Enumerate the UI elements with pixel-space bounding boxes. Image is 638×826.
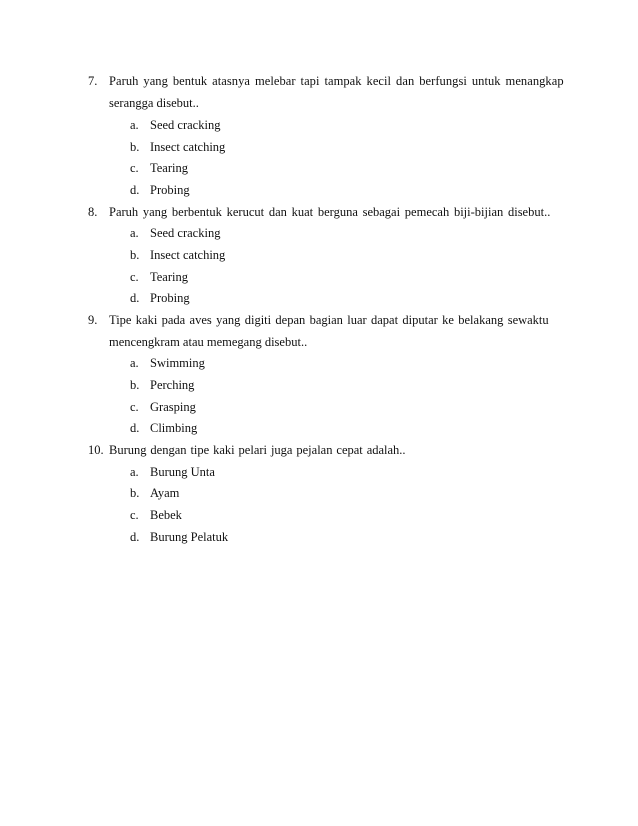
option-text: Burung Unta — [150, 465, 215, 479]
option-text: Probing — [150, 291, 190, 305]
question-number: 7. — [88, 74, 98, 88]
option-b — [130, 140, 225, 155]
question-text-line: Paruh yang berbentuk kerucut dan kuat berguna sebagai pemecah biji-bijian disebut.. — [109, 205, 551, 219]
option-text: Insect catching — [150, 140, 226, 154]
option-letter: c. — [130, 400, 139, 414]
question-number: 9. — [88, 313, 98, 327]
option-letter: a. — [130, 226, 139, 240]
option-a — [130, 118, 220, 133]
option-text: Tearing — [150, 161, 188, 175]
option-c — [130, 270, 188, 285]
option-letter: a. — [130, 465, 139, 479]
option-c — [130, 508, 182, 523]
question-text-line: mencengkram atau memegang disebut.. — [109, 335, 308, 349]
option-letter: d. — [130, 530, 140, 544]
option-letter: c. — [130, 270, 139, 284]
option-text: Seed cracking — [150, 226, 221, 240]
question-text-line: Paruh yang bentuk atasnya melebar tapi tampak kecil dan berfungsi untuk menangkap — [109, 74, 564, 88]
option-d — [130, 291, 190, 306]
option-text: Bebek — [150, 508, 182, 522]
option-text: Seed cracking — [150, 118, 221, 132]
option-letter: a. — [130, 356, 139, 370]
option-c — [130, 400, 196, 415]
option-text: Insect catching — [150, 248, 226, 262]
option-letter: d. — [130, 421, 140, 435]
question-number: 10. — [88, 443, 104, 457]
question-text-line: Burung dengan tipe kaki pelari juga pejalan cepat adalah.. — [109, 443, 406, 457]
option-b — [130, 486, 179, 501]
option-c — [130, 161, 188, 176]
option-text: Perching — [150, 378, 195, 392]
option-d — [130, 530, 228, 545]
option-text: Probing — [150, 183, 190, 197]
question-text-line: Tipe kaki pada aves yang digiti depan bagian luar dapat diputar ke belakang sewaktu — [109, 313, 549, 327]
option-letter: b. — [130, 486, 140, 500]
option-text: Burung Pelatuk — [150, 530, 229, 544]
option-text: Climbing — [150, 421, 198, 435]
option-text: Swimming — [150, 356, 205, 370]
option-letter: d. — [130, 291, 140, 305]
option-letter: b. — [130, 248, 140, 262]
option-letter: a. — [130, 118, 139, 132]
option-b — [130, 248, 225, 263]
option-letter: b. — [130, 140, 140, 154]
option-d — [130, 183, 190, 198]
question-number: 8. — [88, 205, 98, 219]
option-letter: d. — [130, 183, 140, 197]
option-letter: b. — [130, 378, 140, 392]
option-letter: c. — [130, 508, 139, 522]
option-letter: c. — [130, 161, 139, 175]
question-text-line: serangga disebut.. — [109, 96, 199, 110]
option-d — [130, 421, 197, 436]
option-a — [130, 356, 205, 371]
option-text: Grasping — [150, 400, 196, 414]
option-a — [130, 465, 215, 480]
option-a — [130, 226, 220, 241]
option-text: Ayam — [150, 486, 180, 500]
option-text: Tearing — [150, 270, 188, 284]
option-b — [130, 378, 194, 393]
